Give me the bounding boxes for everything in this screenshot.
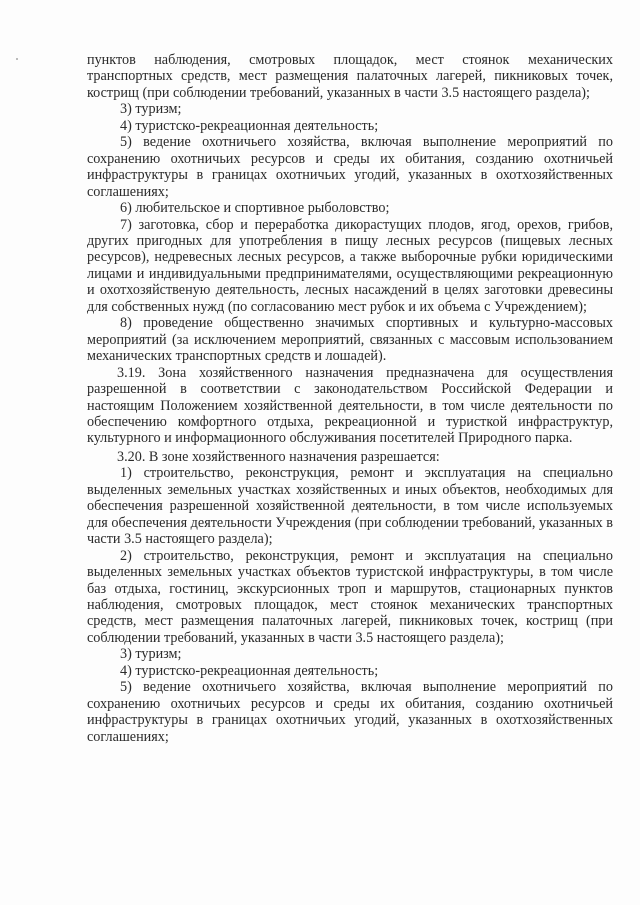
list-item-harvesting: 7) заготовка, сбор и переработка дикорастущих плодов, ягод, орехов, грибов, других пригодных для употребления в пищу лесных ресурсов (пищевых лесных ресурсов), недревесных лесных ресурсов, а также выборочные рубки юридическими лицами и индивидуальными предпринимателями, осуществляющими рекреационную и охотхозяйственую деятельность, лесных насаждений в целях заготовки древесины для собственных нужд (по согласованию мест рубок и их объема с Учреждением); xyxy=(87,216,613,315)
list-item-recreation: 4) туристско-рекреационная деятельность; xyxy=(120,117,379,134)
section-3-19: 3.19. Зона хозяйственного назначения предназначена для осуществления разрешенной в соответствии с законодательством Российской Федерации и настоящим Положением хозяйственной деятельности, в том числе деятельности по обеспечению комфортного отдыха, рекреационной и туристкой инфраструктур, культурного и информационного обслуживания посетителей Природного парка. xyxy=(87,364,613,447)
paragraph-continuation: пунктов наблюдения, смотровых площадок, мест стоянок механических транспортных средств, мест размещения палаточных лагерей, пикниковых точек, кострищ (при соблюдении требований, указанных в части 3.5 настоящего раздела); xyxy=(87,52,613,101)
list-item-events: 8) проведение общественно значимых спортивных и культурно-массовых мероприятий (за исключением мероприятий, связанных с массовым использованием механических транспортных средств и лошадей). xyxy=(87,315,613,365)
section-3-20-heading: 3.20. В зоне хозяйственного назначения разрешается: xyxy=(117,448,440,465)
list-item-recreation-2: 4) туристско-рекреационная деятельность; xyxy=(120,662,379,679)
scan-speck xyxy=(16,58,18,60)
list-item-hunting-2: 5) ведение охотничьего хозяйства, включая выполнение мероприятий по сохранению охотничьих ресурсов и среды их обитания, созданию охотничьей инфраструктуры в границах охотничьих угодий, указанных в охотхозяйственных соглашениях; xyxy=(87,679,613,745)
list-item-tourism: 3) туризм; xyxy=(120,101,182,118)
list-item-construction-economic: 1) строительство, реконструкция, ремонт и эксплуатация на специально выделенных земельных участках хозяйственных и иных объектов, необходимых для обеспечения разрешенной хозяйственной деятельности, в том числе используемых для обеспечения деятельности Учреждения (при соблюдении требований, указанных в части 3.5 настоящего раздела); xyxy=(87,465,613,548)
list-item-construction-tourist: 2) строительство, реконструкция, ремонт и эксплуатация на специально выделенных земельных участках объектов туристской инфраструктуры, в том числе баз отдыха, гостиниц, экскурсионных троп и маршрутов, стационарных пунктов наблюдения, смотровых площадок, мест стоянок механических транспортных средств, мест размещения палаточных лагерей, пикниковых точек, кострищ (при соблюдении требований, указанных в части 3.5 настоящего раздела); xyxy=(87,547,613,646)
list-item-fishing: 6) любительское и спортивное рыболовство; xyxy=(120,200,390,217)
list-item-tourism-2: 3) туризм; xyxy=(120,646,182,663)
list-item-hunting: 5) ведение охотничьего хозяйства, включая выполнение мероприятий по сохранению охотничьих ресурсов и среды их обитания, созданию охотничьей инфраструктуры в границах охотничьих угодий, указанных в охотхозяйственных соглашениях; xyxy=(87,134,613,200)
document-body xyxy=(87,52,613,745)
